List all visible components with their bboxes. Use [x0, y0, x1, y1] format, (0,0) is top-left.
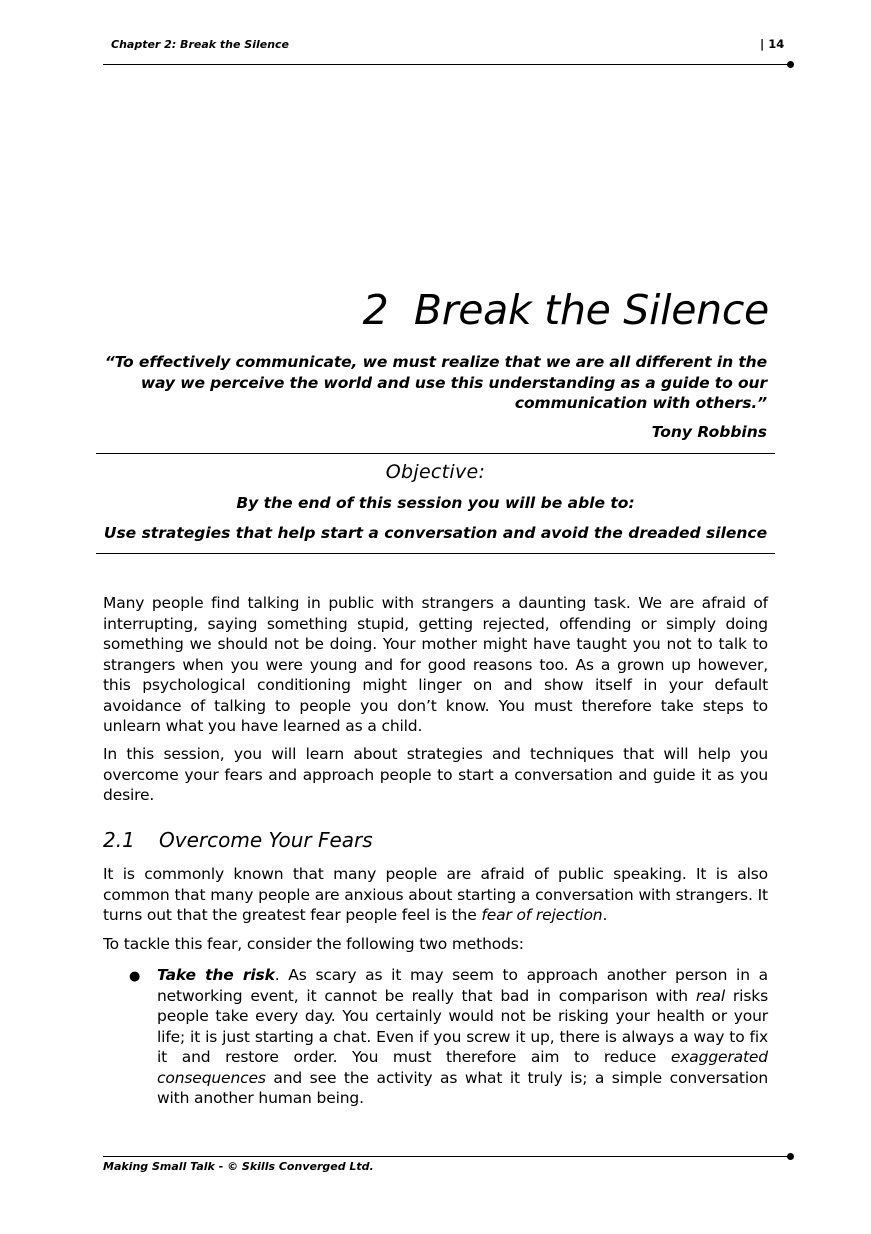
emphasis-text: fear of rejection: [481, 906, 603, 924]
bullet-item: [157, 965, 768, 1109]
quote-author: Tony Robbins: [651, 423, 767, 441]
objective-intro: By the end of this session you will be able to:: [236, 494, 635, 512]
text-run: It is commonly known that many people are afraid of public speaking. It is also common that many people are anxious about starting a conversation with strangers. It turns out that the greatest fear people feel is the: [103, 865, 768, 924]
footer-rule-dot: [787, 1153, 794, 1160]
header-rule: [103, 64, 790, 65]
text-run: and see the activity as what it truly is; a simple conversation with another human being.: [157, 1068, 768, 1107]
chapter-title-text: Break the Silence: [413, 286, 769, 334]
section-heading: [103, 828, 373, 852]
epigraph-quote: [87, 352, 767, 414]
text-run: . As scary as it may seem to approach another person in a networking event, it cannot be really that bad in comparison with: [157, 966, 768, 1005]
text-run: risks people take every day. You certainly would not be risking your health or your life; it is just starting a chat. Even if you screw it up, there is always a way to fix it and restore order. You must therefore aim to reduce: [157, 986, 768, 1066]
footer-rule: [103, 1156, 790, 1157]
body-paragraph: In this session, you will learn about strategies and techniques that will help you overcome your fears and approach people to start a conversation and guide it as you desire.: [103, 745, 768, 804]
section-title: Overcome Your Fears: [159, 828, 373, 852]
body-paragraph: Many people find talking in public with strangers a daunting task. We are afraid of interrupting, saying something stupid, getting rejected, offending or simply doing something we should not be doing. Your mother might have taught you not to talk to strangers when you were young and for good reasons too. As a grown up however, this psychological conditioning might linger on and show itself in your default avoidance of talking to people you don’t know. You must therefore take steps to unlearn what you have learned as a child.: [103, 594, 768, 735]
running-footer: Making Small Talk - © Skills Converged Ltd.: [103, 1160, 374, 1173]
objective-title: Objective:: [385, 461, 486, 483]
section-number: 2.1: [103, 828, 135, 852]
quote-line: “To effectively communicate, we must realize that we are all different in the: [104, 353, 767, 371]
bullet-lead: Take the risk: [157, 966, 275, 984]
objective-top-rule: [96, 453, 775, 454]
chapter-title: [363, 286, 769, 334]
objective-statement: Use strategies that help start a conversation and avoid the dreaded silence: [103, 524, 768, 542]
section-paragraph: [103, 864, 768, 926]
chapter-number: 2: [362, 286, 389, 334]
emphasis-text: real: [695, 986, 726, 1005]
quote-line: communication with others.”: [514, 394, 767, 412]
bullet-icon: ●: [129, 969, 141, 984]
objective-bottom-rule: [96, 553, 775, 554]
quote-line: way we perceive the world and use this understanding as a guide to our: [140, 373, 767, 392]
header-rule-dot: [787, 61, 794, 68]
running-header-chapter: Chapter 2: Break the Silence: [111, 38, 290, 51]
page-number: | 14: [760, 37, 785, 51]
section-paragraph: To tackle this fear, consider the following two methods:: [103, 935, 524, 953]
emphasis-text: exaggerated consequences: [157, 1048, 768, 1087]
text-run: .: [602, 906, 608, 924]
